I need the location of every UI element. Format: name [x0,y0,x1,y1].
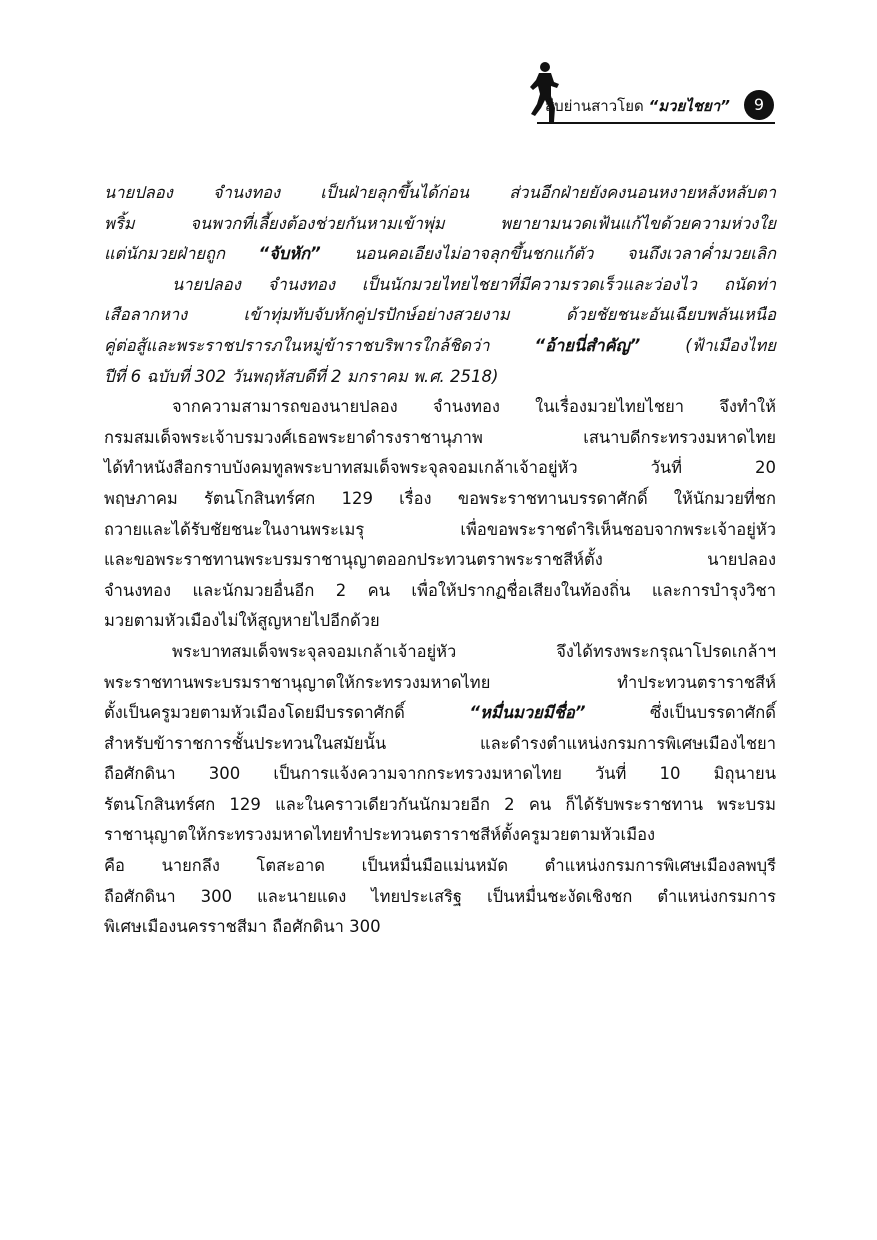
text-line: พระราชทานพระบรมราชานุญาตให้กระทรวงมหาดไทย ทำประทวนตราราชสีห์ [104,672,776,692]
header-rule [537,122,775,124]
text-line: ได้ทำหนังสือกราบบังคมทูลพระบาทสมเด็จพระจุลจอมเกล้าเจ้าอยู่หัว วันที่ 20 [104,458,776,478]
text-line: และขอพระราชทานพระบรมราชานุญาตออกประทวนตราพระราชสีห์ตั้ง นายปลอง [104,550,776,570]
header-title-emphasis: “มวยไชยา” [648,97,730,115]
body-text [104,178,776,943]
text-line: พิเศษเมืองนครราชสีมา ถือศักดินา 300 [104,917,381,937]
text-line: ถือศักดินา 300 เป็นการแจ้งความจากกระทรวงมหาดไทย วันที่ 10 มิถุนายน [104,764,776,784]
text-line: พฤษภาคม รัตนโกสินทร์ศก 129 เรื่อง ขอพระราชทานบรรดาศักดิ์ ให้นักมวยที่ชก [104,488,776,508]
header-title [545,94,730,118]
text-line: นายปลอง จำนงทอง เป็นนักมวยไทยไชยาที่มีความรวดเร็วและว่องไว ถนัดท่า [172,274,776,294]
text-line: จากความสามารถของนายปลอง จำนงทอง ในเรื่องมวยไทยไชยา จึงทำให้ [172,397,776,417]
emphasis-term: “อ้ายนี่สำคัญ” [534,335,641,355]
page-number-badge: 9 [744,90,774,120]
running-header [515,58,775,128]
text-line: นายปลอง จำนงทอง เป็นฝ่ายลุกขึ้นได้ก่อน ส่วนอีกฝ่ายยังคงนอนหงายหลังหลับตา [104,183,776,202]
text-line: เสือลากหาง เข้าทุ่มทับจับหักคู่ปรปักษ์อย่างสวยงาม ด้วยชัยชนะอันเฉียบพลันเหนือ [104,305,776,325]
text-line: ตั้งเป็นครูมวยตามหัวเมืองโดยมีบรรดาศักดิ์ “หมื่นมวยมีชื่อ” ซึ่งเป็นบรรดาศักดิ์ [104,703,776,723]
text-line: คือ นายกลึง โตสะอาด เป็นหมื่นมือแม่นหมัด ตำแหน่งกรมการพิเศษเมืองลพบุรี [104,856,776,876]
text-line: คู่ต่อสู้และพระราชปรารภในหมู่ข้าราชบริพารใกล้ชิดว่า “อ้ายนี่สำคัญ” (ฟ้าเมืองไทย [104,335,776,355]
emphasis-term: “หมื่นมวยมีชื่อ” [469,703,586,723]
text-line: จำนงทอง และนักมวยอื่นอีก 2 คน เพื่อให้ปรากฏชื่อเสียงในท้องถิ่น และการบำรุงวิชา [104,580,776,600]
header-title-prefix: สืบย่านสาวโยด [545,97,649,115]
text-line: มวยตามหัวเมืองไม่ให้สูญหายไปอีกด้วย [104,611,380,631]
text-line: ถือศักดินา 300 และนายแดง ไทยประเสริฐ เป็นหมื่นชะงัดเชิงชก ตำแหน่งกรมการ [104,886,776,906]
text-line: แต่นักมวยฝ่ายถูก “จับหัก” นอนคอเอียงไม่อาจลุกขึ้นชกแก้ตัว จนถึงเวลาค่ำมวยเลิก [104,244,777,264]
text-line: ปีที่ 6 ฉบับที่ 302 วันพฤหัสบดีที่ 2 มกราคม พ.ศ. 2518) [104,366,499,386]
text-line: สำหรับข้าราชการชั้นประทวนในสมัยนั้น และดำรงตำแหน่งกรมการพิเศษเมืองไชยา [104,733,776,753]
text-line: กรมสมเด็จพระเจ้าบรมวงศ์เธอพระยาดำรงราชานุภาพ เสนาบดีกระทรวงมหาดไทย [104,427,776,447]
text-line: พระบาทสมเด็จพระจุลจอมเกล้าเจ้าอยู่หัว จึงได้ทรงพระกรุณาโปรดเกล้าฯ [172,641,776,661]
text-line: ราชานุญาตให้กระทรวงมหาดไทยทำประทวนตราราชสีห์ตั้งครูมวยตามหัวเมือง [104,825,656,845]
text-line: พริ้ม จนพวกที่เลี้ยงต้องช่วยกันหามเข้าพุ่ม พยายามนวดเฟ้นแก้ไขด้วยความห่วงใย [104,213,776,233]
text-line: รัตนโกสินทร์ศก 129 และในคราวเดียวกันนักมวยอีก 2 คน ก็ได้รับพระราชทาน พระบรม [104,794,776,814]
emphasis-term: “จับหัก” [258,244,321,264]
text-line: ถวายและได้รับชัยชนะในงานพระเมรุ เพื่อขอพระราชดำริเห็นชอบจากพระเจ้าอยู่หัว [104,519,776,539]
